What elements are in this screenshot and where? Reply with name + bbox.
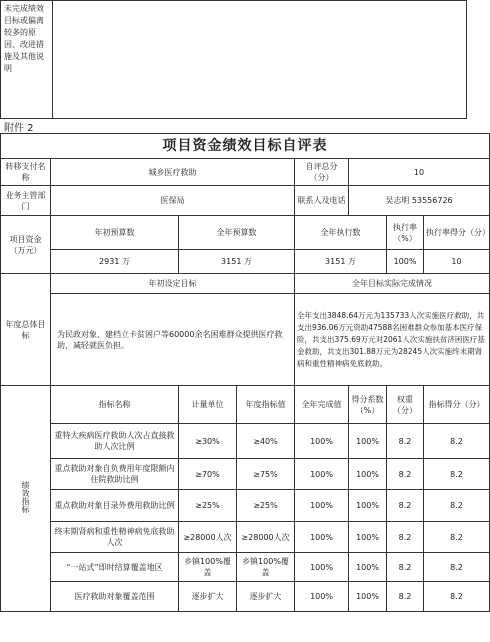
ind-col-header: 指标得分（分） (424, 386, 490, 424)
ind-coef: 100% (349, 459, 387, 490)
ind-score: 8.2 (424, 522, 490, 553)
ind-weight: 8.2 (387, 424, 424, 459)
funds-value: 10 (424, 250, 490, 274)
ind-name: 重特大疾病医疗救助人次占直接救助人次比例 (51, 424, 179, 459)
funds-col-header: 执行率（%） (387, 216, 424, 250)
ind-coef: 100% (349, 522, 387, 553)
ind-unit: 逐步扩大 (179, 582, 237, 612)
ind-score: 8.2 (424, 582, 490, 612)
ind-col-header: 权重（分） (387, 386, 424, 424)
project-name: 城乡医疗救助 (51, 159, 295, 186)
ind-col-header: 全年完成值 (295, 386, 349, 424)
ind-weight: 8.2 (387, 490, 424, 522)
ind-done: 100% (295, 490, 349, 522)
evaluation-table (0, 133, 490, 612)
ind-coef: 100% (349, 582, 387, 612)
funds-value: 3151 万 (179, 250, 295, 274)
ind-unit: ≥28000人次 (179, 522, 237, 553)
ind-score: 8.2 (424, 553, 490, 582)
ind-col-header: 得分系数（%） (349, 386, 387, 424)
ind-coef: 100% (349, 553, 387, 582)
funds-col-header: 年初预算数 (51, 216, 179, 250)
score-value: 10 (349, 159, 490, 186)
ind-col-header: 指标名称 (51, 386, 179, 424)
table-row (1, 459, 490, 490)
ind-col-header: 年度指标值 (237, 386, 295, 424)
ind-done: 100% (295, 553, 349, 582)
ind-weight: 8.2 (387, 582, 424, 612)
funds-value: 2931 万 (51, 250, 179, 274)
ind-weight: 8.2 (387, 553, 424, 582)
goals-label: 年度总体目标 (1, 274, 51, 386)
ind-name: “一站式”即时结算覆盖地区 (51, 553, 179, 582)
contact-value: 吴志明 53556726 (349, 186, 490, 216)
ind-coef: 100% (349, 490, 387, 522)
ind-weight: 8.2 (387, 522, 424, 553)
ind-target: 乡镇100%覆盖 (237, 553, 295, 582)
funds-label: 项目资金（万元） (1, 216, 51, 274)
score-label: 自评总分（分） (295, 159, 349, 186)
ind-weight: 8.2 (387, 459, 424, 490)
goals-set-text: 为民政对象、建档立卡贫困户等60000余名困难群众提供医疗救助，减轻就医负担。 (51, 294, 295, 386)
funds-col-header: 全年预算数 (179, 216, 295, 250)
funds-value: 3151 万 (295, 250, 387, 274)
ind-unit: ≥25% (179, 490, 237, 522)
ind-name: 重点救助对象自负费用年度限额内住院救助比例 (51, 459, 179, 490)
ind-unit: ≥70% (179, 459, 237, 490)
table-row (1, 582, 490, 612)
dept-value: 医保局 (51, 186, 295, 216)
goals-done-label: 全年目标实际完成情况 (295, 274, 490, 294)
ind-done: 100% (295, 424, 349, 459)
goals-set-label: 年初设定目标 (51, 274, 295, 294)
table-row (1, 553, 490, 582)
table-row (1, 490, 490, 522)
ind-name: 医疗救助对象覆盖范围 (51, 582, 179, 612)
notes-content (53, 1, 467, 119)
dept-label: 业务主管部门 (1, 186, 51, 216)
indicators-label-text: 绩效指标 (21, 481, 30, 513)
notes-label: 未完成绩效目标或偏离较多的原因、改进措施及其他说明 (1, 1, 53, 119)
contact-label: 联系人及电话 (295, 186, 349, 216)
ind-target: 逐步扩大 (237, 582, 295, 612)
funds-value: 100% (387, 250, 424, 274)
ind-score: 8.2 (424, 459, 490, 490)
ind-target: ≥28000人次 (237, 522, 295, 553)
ind-name: 重点救助对象目录外费用救助比例 (51, 490, 179, 522)
ind-target: ≥40% (237, 424, 295, 459)
ind-target: ≥25% (237, 490, 295, 522)
ind-done: 100% (295, 582, 349, 612)
ind-done: 100% (295, 522, 349, 553)
ind-name: 终末期肾病和重性精神病免底救助人次 (51, 522, 179, 553)
page-title: 项目资金绩效目标自评表 (1, 134, 490, 159)
ind-col-header: 计量单位 (179, 386, 237, 424)
attachment-label: 附件 2 (4, 123, 34, 134)
ind-score: 8.2 (424, 424, 490, 459)
funds-col-header: 执行率得分（分） (424, 216, 490, 250)
project-name-label: 转移支付名称 (1, 159, 51, 186)
ind-score: 8.2 (424, 490, 490, 522)
ind-coef: 100% (349, 424, 387, 459)
table-row (1, 424, 490, 459)
ind-done: 100% (295, 459, 349, 490)
notes-table (0, 0, 467, 119)
funds-col-header: 全年执行数 (295, 216, 387, 250)
indicators-label (1, 386, 51, 612)
ind-unit: ≥30% (179, 424, 237, 459)
ind-unit: 乡镇100%覆盖 (179, 553, 237, 582)
table-row (1, 522, 490, 553)
goals-done-text: 全年支出3848.64万元为135733人次实施医疗救助，共支出936.06万元资助47588名困难群众参加基本医疗保险，共支出375.69万元对2061人次实施扶贫济困医疗基金救助，共支出301.88万元为28245人次实施终末期肾病和重性精神病免底救助。 (295, 294, 490, 386)
ind-target: ≥75% (237, 459, 295, 490)
